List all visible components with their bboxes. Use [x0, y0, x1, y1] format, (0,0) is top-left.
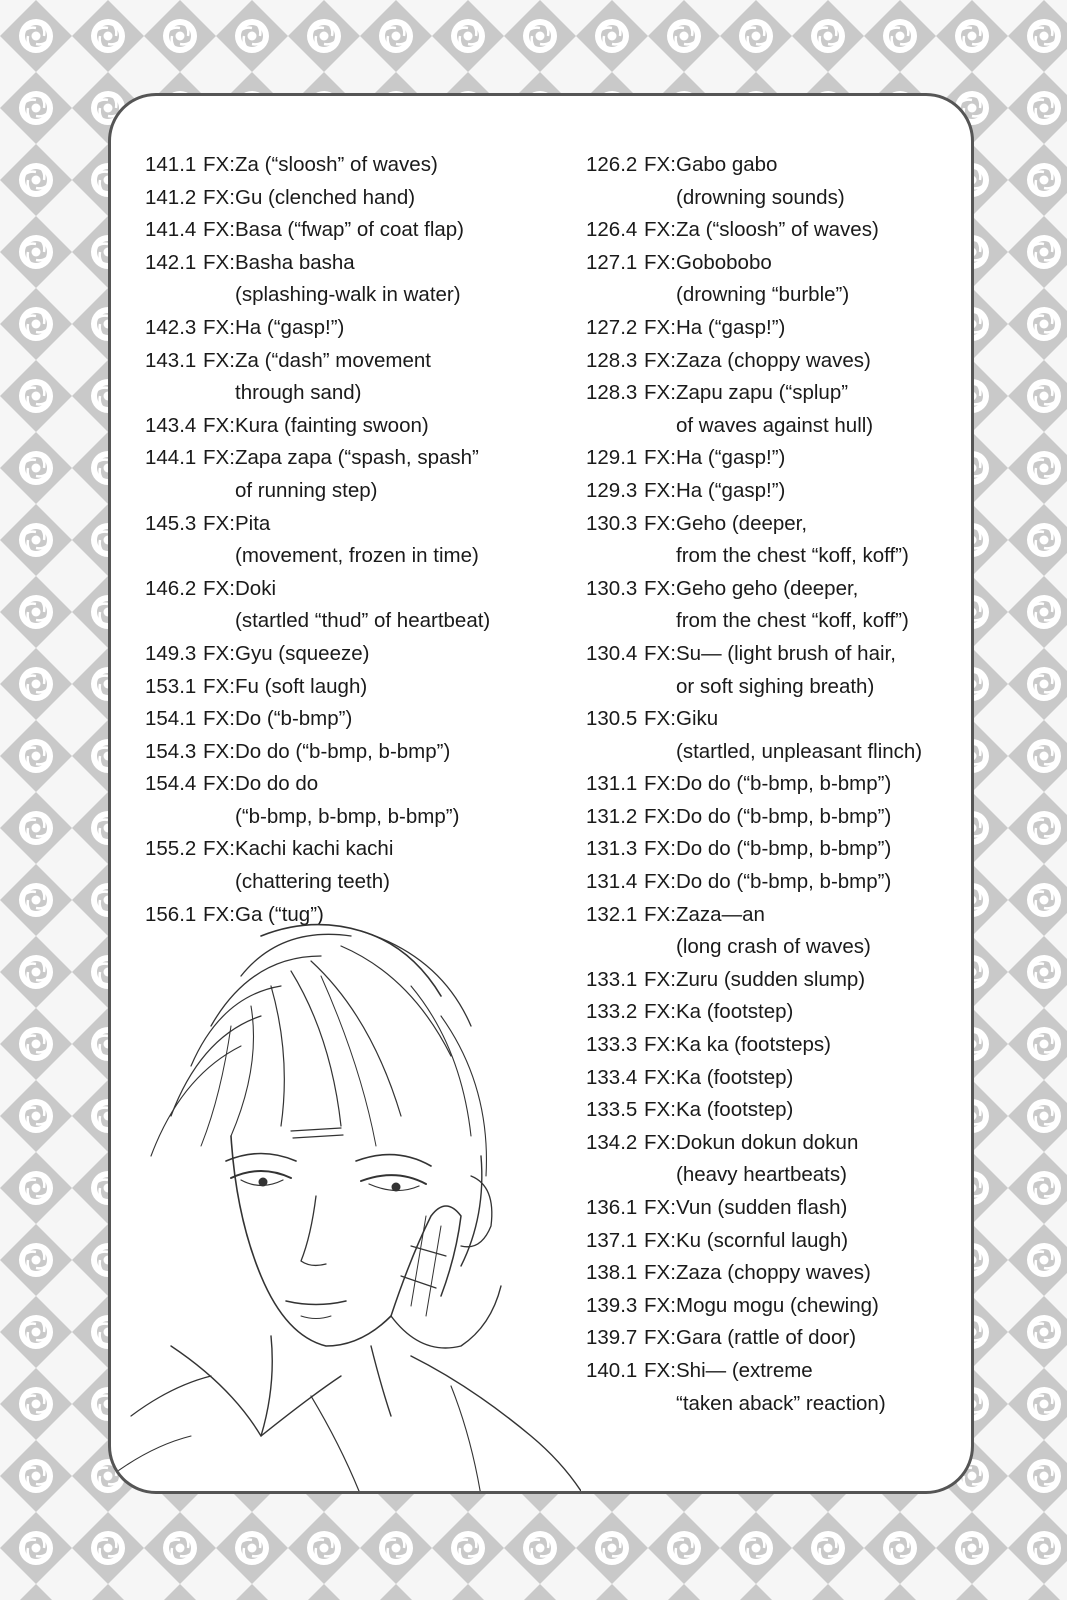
fx-description: Basa (“fwap” of coat flap) [235, 218, 465, 242]
panel-number: 143.1 [145, 348, 197, 372]
panel-number: 145.3 [145, 511, 197, 535]
panel-number: 141.1 [145, 153, 197, 176]
glossary-entry [586, 508, 966, 573]
glossary-entry [586, 247, 966, 312]
fx-label: FX: [644, 1130, 676, 1154]
fx-label: FX: [644, 902, 676, 926]
panel-number: 133.2 [586, 1000, 638, 1024]
fx-description: Pita (movement, frozen in time) [235, 511, 479, 568]
glossary-entry [586, 377, 966, 442]
fx-label: FX: [644, 772, 676, 796]
panel-number: 140.1 [586, 1358, 638, 1382]
panel-number: 138.1 [586, 1261, 638, 1285]
fx-label: FX: [644, 348, 676, 372]
panel-number: 154.3 [145, 739, 197, 763]
glossary-entry [145, 768, 575, 833]
fx-label: FX: [203, 837, 235, 861]
panel-number: 129.3 [586, 478, 638, 502]
glossary-entry [586, 996, 966, 1029]
glossary-left-column [145, 149, 575, 931]
fx-label: FX: [644, 315, 676, 339]
fx-label: FX: [644, 478, 676, 502]
fx-description: Do do (“b-bmp, b-bmp”) [235, 739, 451, 763]
glossary-entry [145, 573, 575, 638]
fx-description: Ha (“gasp!”) [676, 315, 786, 339]
glossary-entry [586, 1322, 966, 1355]
panel-number: 153.1 [145, 674, 197, 698]
fx-label: FX: [644, 641, 676, 665]
panel-number: 134.2 [586, 1130, 638, 1154]
panel-number: 146.2 [145, 576, 197, 600]
panel-number: 127.1 [586, 250, 638, 274]
panel-number: 130.3 [586, 576, 638, 600]
fx-description: Zaza (choppy waves) [676, 1261, 871, 1285]
fx-description: Ku (scornful laugh) [676, 1228, 849, 1252]
fx-label: FX: [644, 1033, 676, 1057]
fx-description: Mogu mogu (chewing) [676, 1293, 879, 1317]
fx-description: Zuru (sudden slump) [676, 967, 866, 991]
fx-label: FX: [644, 967, 676, 991]
glossary-entry [586, 1257, 966, 1290]
fx-label: FX: [644, 1358, 676, 1382]
panel-number: 137.1 [586, 1228, 638, 1252]
fx-label: FX: [203, 511, 235, 535]
fx-description: Do do (“b-bmp, b-bmp”) [676, 870, 892, 894]
glossary-right-column [586, 149, 966, 1420]
fx-description: Su— (light brush of hair, or soft sighing breath) [676, 641, 896, 698]
glossary-entry [145, 833, 575, 898]
glossary-entry [145, 149, 575, 182]
fx-description: Kura (fainting swoon) [235, 413, 429, 437]
glossary-entry [145, 703, 575, 736]
fx-label: FX: [203, 185, 235, 209]
fx-description: Ga (“tug”) [235, 902, 324, 926]
panel-number: 139.7 [586, 1326, 638, 1350]
fx-description: Zaza (choppy waves) [676, 348, 871, 372]
fx-label: FX: [203, 348, 235, 372]
panel-number: 141.2 [145, 185, 197, 209]
glossary-entry [586, 768, 966, 801]
panel-number: 131.3 [586, 837, 638, 861]
fx-label: FX: [644, 1000, 676, 1024]
panel-number: 149.3 [145, 641, 197, 665]
panel-number: 131.2 [586, 804, 638, 828]
fx-label: FX: [203, 739, 235, 763]
fx-label: FX: [644, 381, 676, 405]
fx-label: FX: [203, 902, 235, 926]
glossary-entry [586, 638, 966, 703]
fx-label: FX: [644, 1065, 676, 1089]
panel-number: 141.4 [145, 218, 197, 242]
panel-number: 154.1 [145, 707, 197, 731]
panel-number: 126.4 [586, 218, 638, 242]
fx-description: Vun (sudden flash) [676, 1196, 848, 1219]
fx-description: Geho geho (deeper, from the chest “koff, koff”) [676, 576, 909, 633]
panel-number: 155.2 [145, 837, 197, 861]
panel-number: 131.4 [586, 870, 638, 894]
glossary-entry [145, 182, 575, 215]
glossary-panel [108, 93, 974, 1494]
fx-label: FX: [644, 1098, 676, 1122]
panel-number: 133.5 [586, 1098, 638, 1122]
fx-description: Za (“sloosh” of waves) [235, 153, 438, 176]
fx-label: FX: [644, 804, 676, 828]
fx-label: FX: [203, 707, 235, 731]
panel-number: 139.3 [586, 1293, 638, 1317]
glossary-entry [145, 442, 575, 507]
glossary-entry [586, 899, 966, 964]
fx-description: Shi— (extreme “taken aback” reaction) [676, 1358, 886, 1415]
fx-description: Ka (footstep) [676, 1000, 794, 1024]
fx-label: FX: [203, 153, 235, 176]
panel-number: 128.3 [586, 381, 638, 405]
fx-label: FX: [644, 446, 676, 470]
fx-description: Zapa zapa (“spash, spash” of running step) [235, 446, 479, 502]
fx-description: Zaza—an (long crash of waves) [676, 902, 871, 959]
panel-number: 133.1 [586, 967, 638, 991]
fx-description: Za (“sloosh” of waves) [676, 218, 879, 242]
glossary-entry [586, 1355, 966, 1420]
fx-description: Gu (clenched hand) [235, 185, 416, 209]
fx-label: FX: [203, 218, 235, 242]
glossary-entry [586, 149, 966, 214]
glossary-entry [586, 442, 966, 475]
fx-description: Geho (deeper, from the chest “koff, koff”) [676, 511, 909, 568]
fx-description: Giku (startled, unpleasant flinch) [676, 707, 923, 763]
fx-label: FX: [203, 641, 235, 665]
fx-description: Ka (footstep) [676, 1065, 794, 1089]
fx-label: FX: [203, 446, 235, 470]
panel-number: 142.1 [145, 250, 197, 274]
glossary-entry [586, 1192, 966, 1225]
fx-description: Gara (rattle of door) [676, 1326, 857, 1350]
fx-description: Za (“dash” movement through sand) [235, 348, 431, 405]
glossary-entry [586, 703, 966, 768]
glossary-entry [586, 866, 966, 899]
glossary-entry [145, 247, 575, 312]
fx-description: Ha (“gasp!”) [676, 446, 786, 470]
glossary-entry [145, 508, 575, 573]
panel-number: 131.1 [586, 772, 638, 796]
fx-label: FX: [644, 576, 676, 600]
fx-label: FX: [203, 315, 235, 339]
panel-number: 127.2 [586, 315, 638, 339]
glossary-entry [586, 1127, 966, 1192]
glossary-entry [586, 833, 966, 866]
fx-label: FX: [644, 870, 676, 894]
fx-description: Do do (“b-bmp, b-bmp”) [676, 804, 892, 828]
panel-number: 144.1 [145, 446, 197, 470]
fx-description: Gobobobo (drowning “burble”) [676, 250, 850, 307]
glossary-entry [586, 1290, 966, 1323]
fx-label: FX: [644, 1326, 676, 1350]
panel-number: 154.4 [145, 772, 197, 796]
fx-label: FX: [644, 218, 676, 242]
panel-number: 126.2 [586, 153, 638, 176]
fx-description: Gyu (squeeze) [235, 641, 370, 665]
fx-description: Do do (“b-bmp, b-bmp”) [676, 837, 892, 861]
fx-label: FX: [644, 511, 676, 535]
fx-label: FX: [644, 1228, 676, 1252]
glossary-entry [586, 1062, 966, 1095]
fx-description: Ka (footstep) [676, 1098, 794, 1122]
panel-number: 130.4 [586, 641, 638, 665]
glossary-entry [145, 410, 575, 443]
panel-number: 143.4 [145, 413, 197, 437]
fx-description: Ha (“gasp!”) [676, 478, 786, 502]
fx-description: Basha basha (splashing-walk in water) [235, 250, 461, 307]
panel-number: 133.3 [586, 1033, 638, 1057]
glossary-entry [586, 475, 966, 508]
panel-number: 130.5 [586, 707, 638, 731]
glossary-entry [145, 345, 575, 410]
character-illustration [111, 916, 581, 1494]
glossary-entry [145, 671, 575, 704]
fx-description: Zapu zapu (“splup” of waves against hull) [676, 381, 874, 437]
glossary-entry [145, 638, 575, 671]
panel-number: 129.1 [586, 446, 638, 470]
glossary-entry [586, 1225, 966, 1258]
fx-label: FX: [644, 250, 676, 274]
fx-label: FX: [644, 1196, 676, 1219]
panel-number: 142.3 [145, 315, 197, 339]
fx-description: Kachi kachi kachi (chattering teeth) [235, 837, 394, 894]
glossary-entry [586, 1094, 966, 1127]
panel-number: 133.4 [586, 1065, 638, 1089]
panel-number: 132.1 [586, 902, 638, 926]
glossary-entry [586, 964, 966, 997]
glossary-entry [586, 312, 966, 345]
fx-description: Ha (“gasp!”) [235, 315, 345, 339]
fx-description: Do do do (“b-bmp, b-bmp, b-bmp”) [235, 772, 460, 828]
fx-label: FX: [644, 1293, 676, 1317]
fx-description: Dokun dokun dokun (heavy heartbeats) [676, 1130, 859, 1187]
glossary-entry [586, 214, 966, 247]
panel-number: 156.1 [145, 902, 197, 926]
glossary-entry [145, 736, 575, 769]
glossary-entry [586, 573, 966, 638]
fx-description: Doki (startled “thud” of heartbeat) [235, 576, 491, 633]
fx-label: FX: [203, 674, 235, 698]
fx-label: FX: [644, 837, 676, 861]
fx-label: FX: [644, 153, 676, 176]
fx-label: FX: [644, 1261, 676, 1285]
fx-description: Gabo gabo (drowning sounds) [676, 153, 845, 209]
fx-description: Do do (“b-bmp, b-bmp”) [676, 772, 892, 796]
fx-label: FX: [203, 413, 235, 437]
glossary-entry [586, 345, 966, 378]
glossary-entry [145, 214, 575, 247]
fx-label: FX: [644, 707, 676, 731]
panel-number: 136.1 [586, 1196, 638, 1219]
fx-label: FX: [203, 576, 235, 600]
glossary-entry [145, 312, 575, 345]
glossary-entry [586, 801, 966, 834]
fx-description: Fu (soft laugh) [235, 674, 368, 698]
glossary-entry [586, 1029, 966, 1062]
fx-description: Ka ka (footsteps) [676, 1033, 831, 1057]
panel-number: 128.3 [586, 348, 638, 372]
fx-label: FX: [203, 772, 235, 796]
fx-description: Do (“b-bmp”) [235, 707, 353, 731]
panel-number: 130.3 [586, 511, 638, 535]
fx-label: FX: [203, 250, 235, 274]
